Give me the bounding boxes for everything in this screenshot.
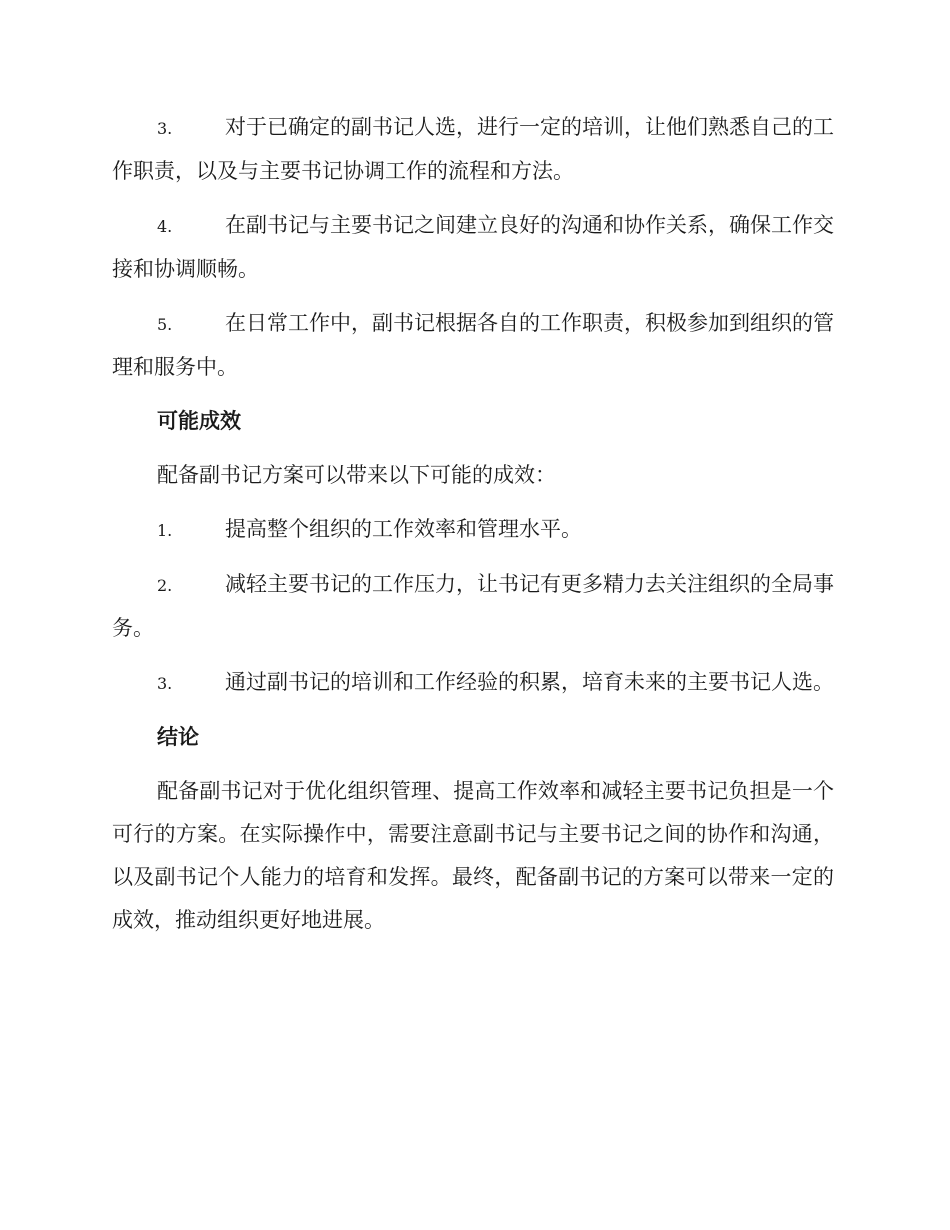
list-text: 在日常工作中，副书记根据各自的工作职责，积极参加到组织的管理和服务中。 bbox=[112, 311, 834, 379]
list-number: 3. bbox=[157, 674, 173, 693]
list-number: 1. bbox=[157, 521, 173, 540]
effects-intro: 配备副书记方案可以带来以下可能的成效： bbox=[157, 463, 556, 487]
section-heading-conclusion: 结论 bbox=[157, 725, 199, 749]
conclusion-body: 配备副书记对于优化组织管理、提高工作效率和减轻主要书记负担是一个可行的方案。在实际操作中，需要注意副书记与主要书记之间的协作和沟通，以及副书记个人能力的培育和发挥。最终，配备副书记的方案可以带来一定的成效，推动组织更好地进展。 bbox=[112, 779, 834, 932]
section-heading-effects: 可能成效 bbox=[157, 409, 241, 433]
list-number: 3. bbox=[157, 119, 173, 138]
list-item bbox=[112, 508, 834, 552]
list-number: 2. bbox=[157, 576, 173, 595]
list-text: 通过副书记的培训和工作经验的积累，培育未来的主要书记人选。 bbox=[225, 670, 834, 694]
list-item bbox=[112, 106, 834, 193]
list-number: 4. bbox=[157, 217, 173, 236]
list-text: 减轻主要书记的工作压力，让书记有更多精力去关注组织的全局事务。 bbox=[112, 572, 834, 640]
list-number: 5. bbox=[157, 315, 173, 334]
list-text: 在副书记与主要书记之间建立良好的沟通和协作关系，确保工作交接和协调顺畅。 bbox=[112, 213, 834, 281]
list-text: 提高整个组织的工作效率和管理水平。 bbox=[225, 517, 582, 541]
list-item bbox=[112, 563, 834, 650]
document-page bbox=[112, 106, 834, 953]
list-item bbox=[112, 302, 834, 389]
list-item bbox=[112, 661, 834, 705]
list-text: 对于已确定的副书记人选，进行一定的培训，让他们熟悉自己的工作职责，以及与主要书记协调工作的流程和方法。 bbox=[112, 115, 834, 183]
list-item bbox=[112, 204, 834, 291]
